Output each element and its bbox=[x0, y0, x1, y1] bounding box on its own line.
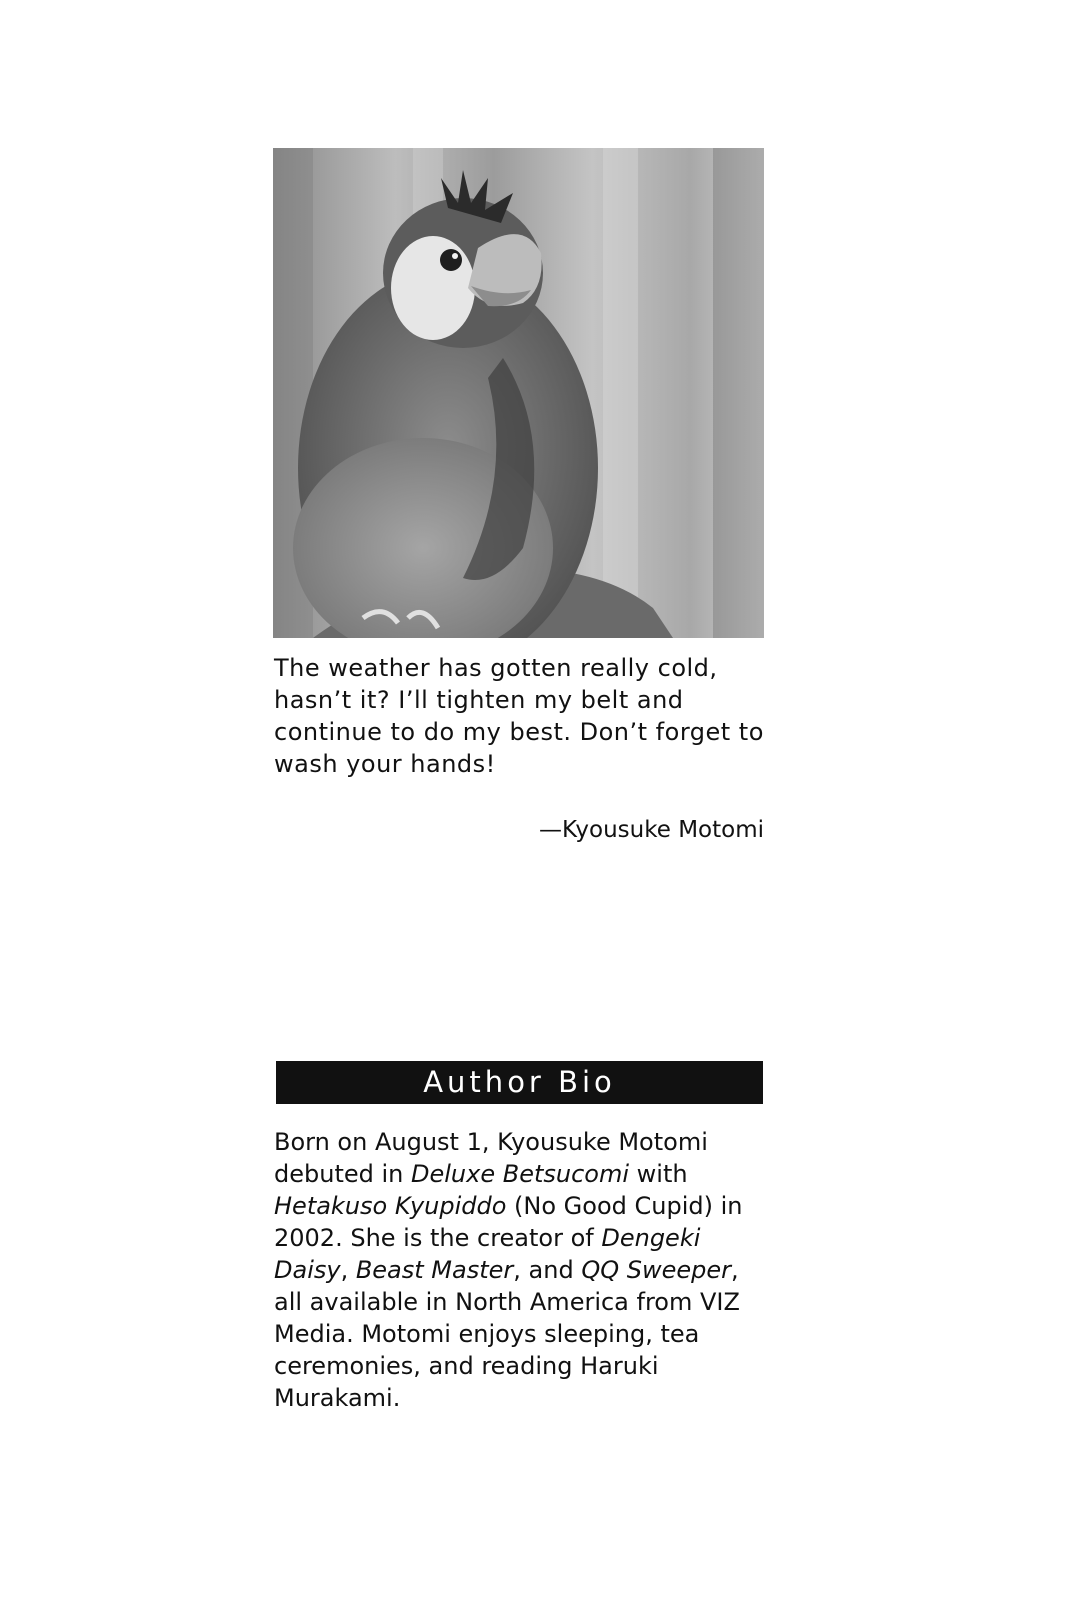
bio-text-segment: (No Good Cupid) in 2002. She is the creator of bbox=[274, 1192, 743, 1252]
author-note-text: The weather has gotten really cold, hasn’t it? I’ll tighten my belt and continue to do my best. Don’t forget to wash your hands! bbox=[274, 654, 764, 778]
bio-text-segment: with bbox=[629, 1160, 688, 1188]
author-bio-text bbox=[274, 1126, 764, 1414]
title-dengeki-daisy: Dengeki Daisy bbox=[274, 1224, 701, 1284]
title-qq-sweeper: QQ Sweeper bbox=[581, 1256, 731, 1284]
title-hetakuso-kyupiddo: Hetakuso Kyupiddo bbox=[274, 1192, 507, 1220]
author-photo bbox=[273, 148, 764, 638]
title-deluxe-betsucomi: Deluxe Betsucomi bbox=[411, 1160, 630, 1188]
bio-text-segment: , bbox=[340, 1256, 356, 1284]
author-note bbox=[274, 652, 764, 780]
title-beast-master: Beast Master bbox=[355, 1256, 514, 1284]
bio-text-segment: , and bbox=[513, 1256, 582, 1284]
bio-heading: Author Bio bbox=[276, 1061, 763, 1104]
author-signature: —Kyousuke Motomi bbox=[539, 817, 764, 843]
bird-illustration bbox=[273, 148, 764, 638]
bio-text-segment: , all available in North America from VIZ Media. Motomi enjoys sleeping, tea ceremonies, and reading Haruki Murakami. bbox=[274, 1256, 740, 1412]
author-bio bbox=[274, 1126, 764, 1414]
bio-text-segment: Born on August 1, Kyousuke Motomi debuted in bbox=[274, 1128, 708, 1188]
